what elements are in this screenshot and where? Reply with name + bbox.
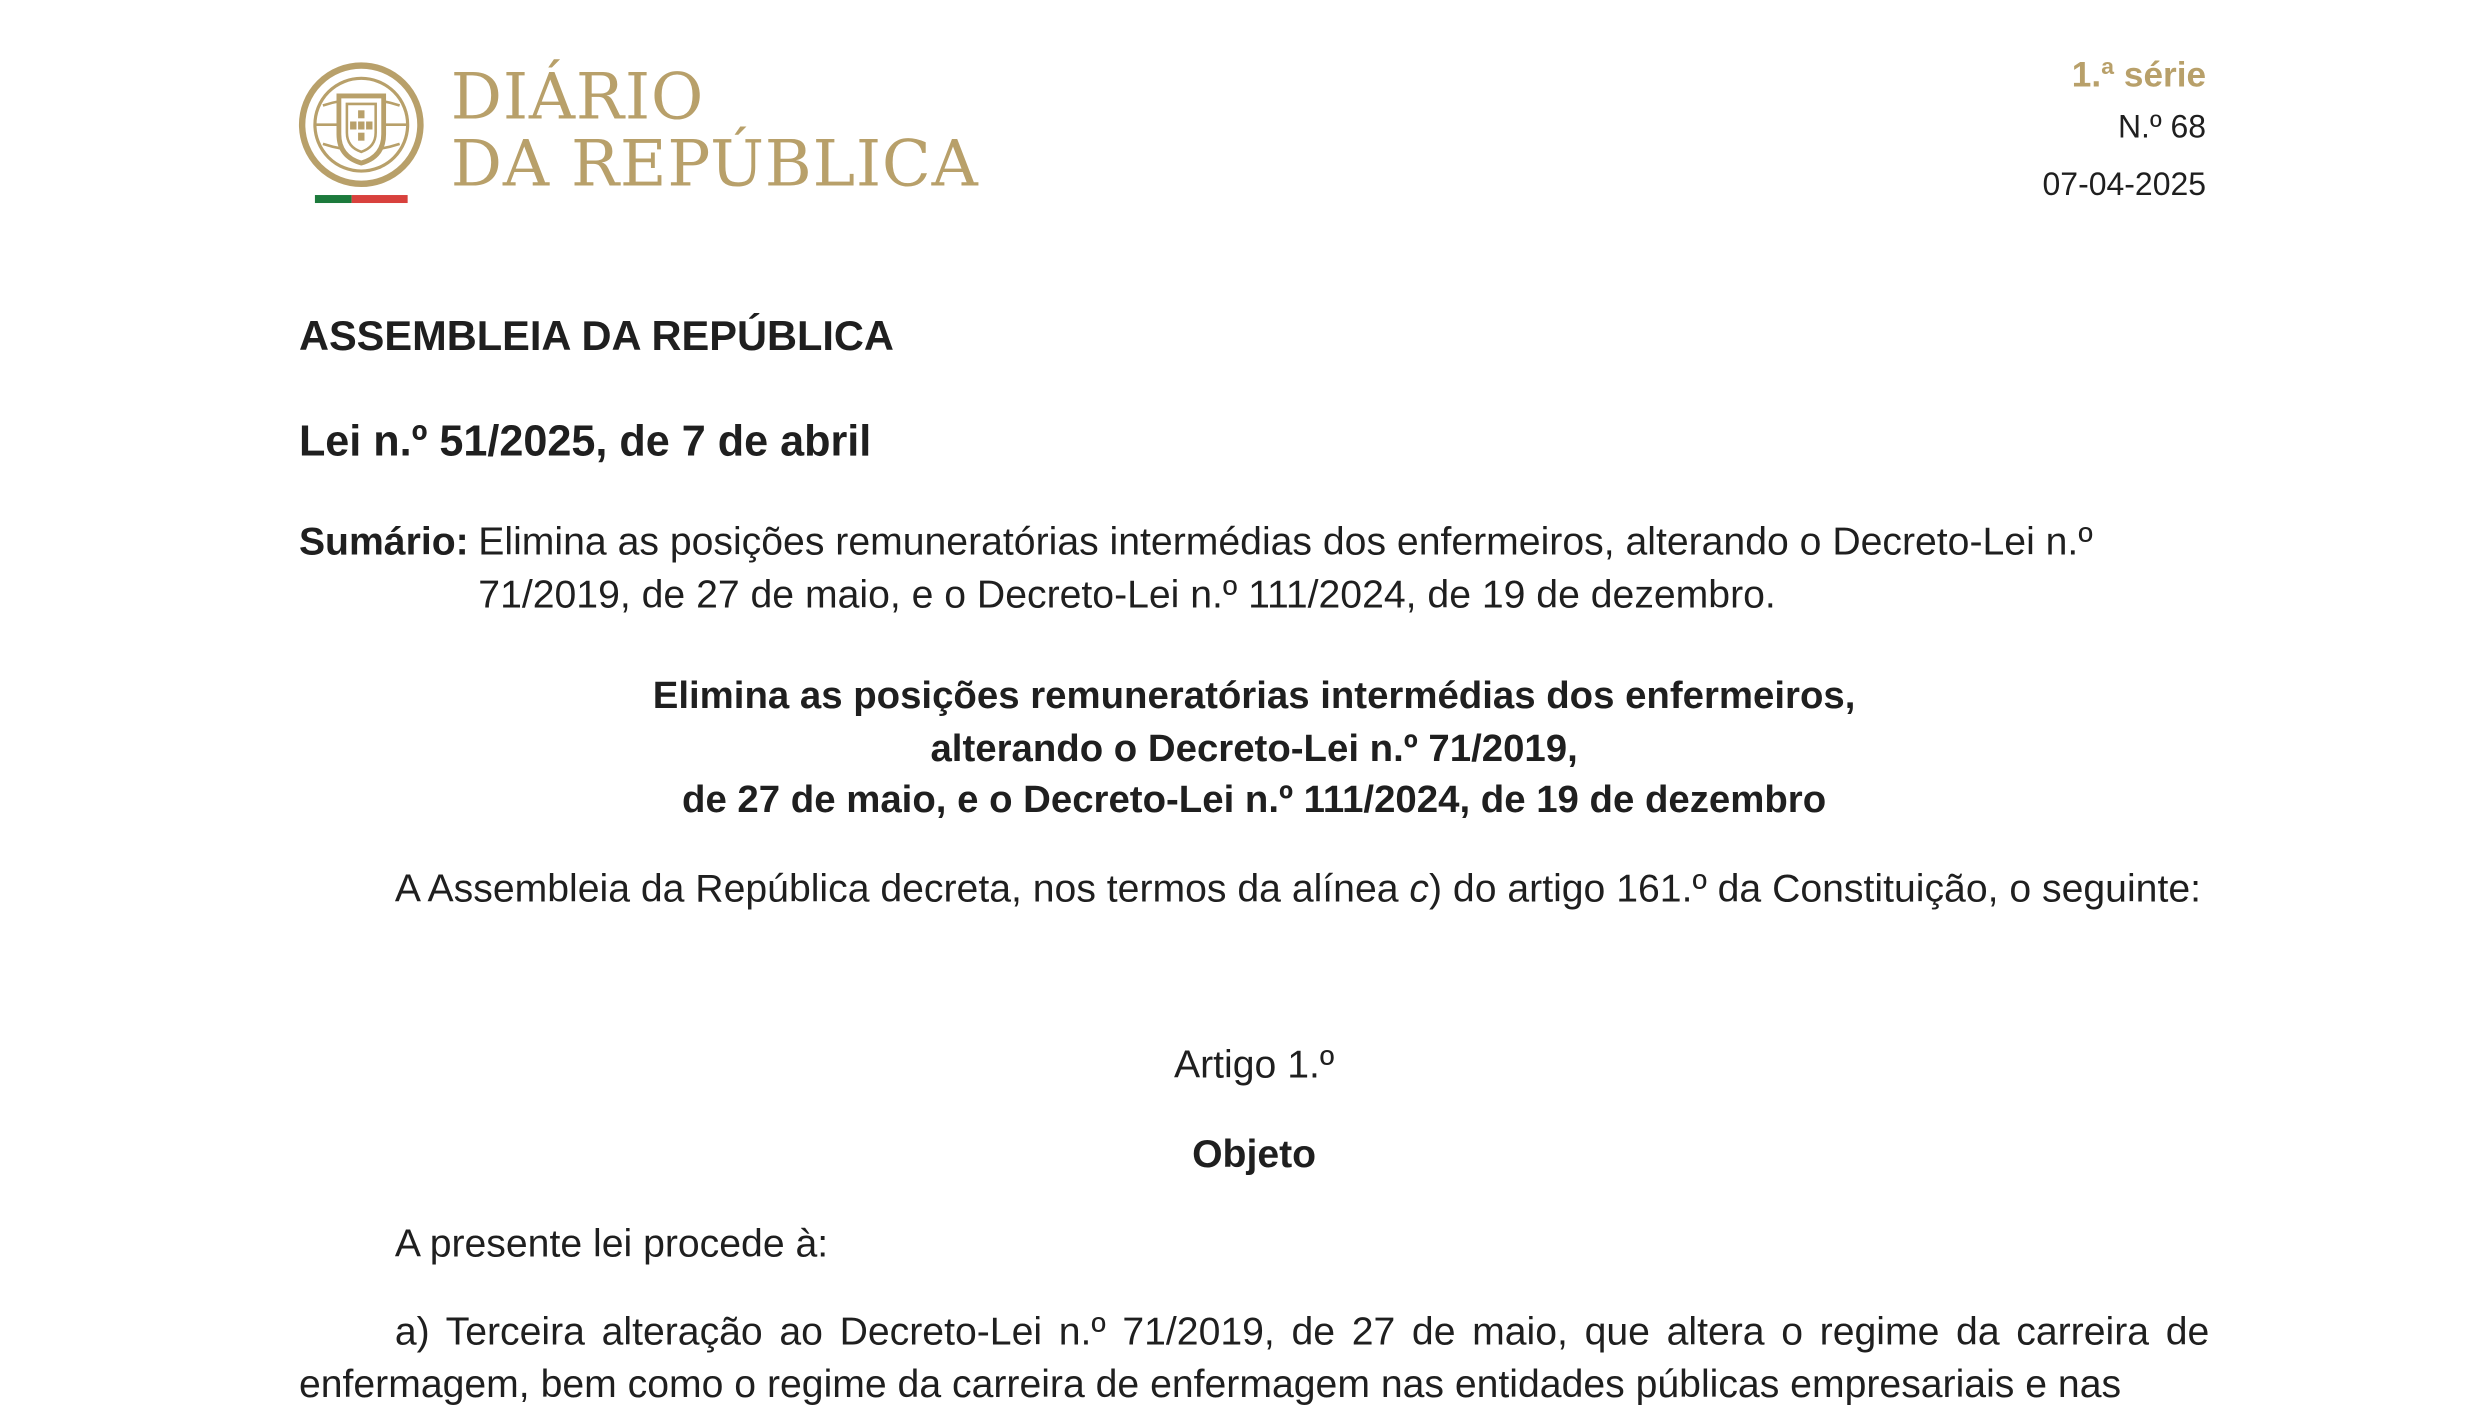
issue-number: N.º 68 xyxy=(2117,110,2207,146)
intro-text-start: A Assembleia da República decreta, nos termos da alínea xyxy=(394,868,1410,912)
series-label: 1.ª série xyxy=(2071,54,2207,95)
publication-name xyxy=(450,60,979,202)
publication-logo xyxy=(297,61,978,208)
issue-date: 07-04-2025 xyxy=(2042,167,2207,204)
law-full-title-line: de 27 de maio, e o Decreto-Lei n.º 111/2024, de 19 de dezembro xyxy=(682,778,1827,822)
publication-name-line1: DIÁRIO xyxy=(450,60,705,135)
issue-info xyxy=(2043,51,2207,214)
intro-text-italic: c xyxy=(1409,868,1429,912)
publication-name-line2: DA REPÚBLICA xyxy=(450,127,979,202)
procedure-paragraph: A presente lei procede à: xyxy=(394,1222,829,1267)
intro-paragraph xyxy=(299,863,2209,916)
coat-of-arms-icon xyxy=(297,61,425,208)
summary-label: Sumário: xyxy=(298,521,469,565)
summary xyxy=(299,516,2209,622)
issuer-heading: ASSEMBLEIA DA REPÚBLICA xyxy=(298,311,894,360)
law-title: Lei n.º 51/2025, de 7 de abril xyxy=(298,417,872,466)
list-item: a) Terceira alteração ao Decreto-Lei n.º 71/2019, de 27 de maio, que altera o regime da carreira de enfermagem, bem como o regime da carreira de enfermagem nas entidades públicas empresariais e nas xyxy=(298,1310,2210,1407)
summary-text: Elimina as posições remuneratórias intermédias dos enfermeiros, alterando o Decreto-Lei n.º 71/2019, de 27 de maio, e o Decreto-Lei n.º 111/2024, de 19 de dezembro. xyxy=(478,521,2093,618)
law-full-title-line: alterando o Decreto-Lei n.º 71/2019, xyxy=(930,726,1578,770)
article-title: Objeto xyxy=(1192,1133,1317,1177)
article-number: Artigo 1.º xyxy=(1173,1043,1335,1088)
law-full-title xyxy=(299,671,2209,827)
flag-stripe xyxy=(315,195,408,203)
law-full-title-line: Elimina as posições remuneratórias intermédias dos enfermeiros, xyxy=(652,674,1856,718)
intro-text-end: ) do artigo 161.º da Constituição, o seguinte: xyxy=(1428,868,2201,912)
